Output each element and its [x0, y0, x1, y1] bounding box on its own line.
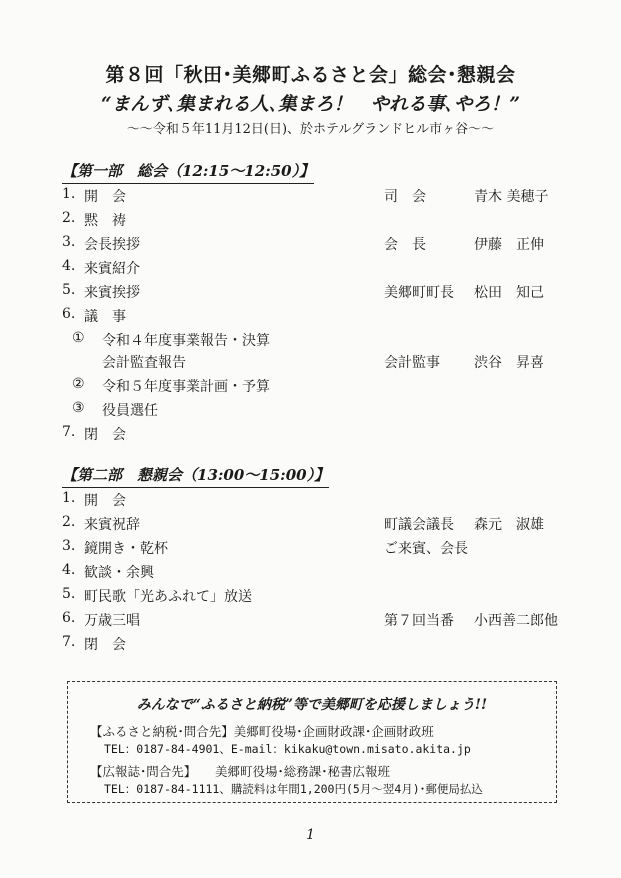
agenda-subitem: [62, 400, 562, 422]
part2-heading-text: 【第二部 懇親会（13:00～15:00）】: [62, 466, 330, 484]
event-dateline: ～～令和５年11月12日(日)、於ホテルグランドヒル市ヶ谷～～: [126, 122, 495, 137]
item-label: 来賓祝辞: [84, 517, 140, 533]
item-number: 6.: [62, 306, 76, 322]
item-label: 来賓挨拶: [84, 285, 140, 301]
agenda-subitem: [62, 352, 562, 374]
item-role: 美郷町町長: [384, 285, 454, 301]
item-role: 会計監事: [384, 355, 440, 371]
circled-number: ①: [72, 330, 85, 346]
item-number: 6.: [62, 610, 76, 626]
item-number: 1.: [62, 186, 76, 202]
item-number: 3.: [62, 234, 76, 250]
item-number: 2.: [62, 210, 76, 226]
agenda-row: [62, 258, 562, 280]
item-label: 閉 会: [84, 427, 126, 443]
item-number: 5.: [62, 586, 76, 602]
item-role: ご来賓、会長: [384, 541, 468, 557]
agenda-row: [62, 306, 562, 328]
item-role: 会 長: [384, 237, 426, 253]
agenda-row: [62, 562, 562, 584]
item-label: 町民歌「光あふれて」放送: [84, 589, 252, 605]
agenda-row: [62, 538, 562, 560]
item-label: 閉 会: [84, 637, 126, 653]
item-person: 渋谷 昇喜: [474, 355, 544, 371]
item-person: 伊藤 正伸: [474, 237, 544, 253]
item-number: 5.: [62, 282, 76, 298]
subitem-label: 令和５年度事業計画・予算: [102, 379, 270, 395]
item-label: 来賓紹介: [84, 261, 140, 277]
item-number: 1.: [62, 490, 76, 506]
part2-heading-underline: [62, 487, 329, 488]
agenda-row: [62, 282, 562, 304]
item-number: 4.: [62, 562, 76, 578]
part1-heading-text: 【第一部 総会（12:15～12:50）】: [62, 162, 315, 180]
agenda-row: [62, 186, 562, 208]
item-role: 町議会議長: [384, 517, 454, 533]
item-role: 司 会: [384, 189, 426, 205]
agenda-row: [62, 610, 562, 632]
item-label: 黙 祷: [84, 213, 126, 229]
item-label: 歓談・余興: [84, 565, 154, 581]
circled-number: ②: [72, 376, 85, 392]
part1-heading-underline: [62, 183, 314, 184]
agenda-subitem: [62, 330, 562, 352]
item-label: 開 会: [84, 189, 126, 205]
agenda-row: [62, 634, 562, 656]
item-role: 第７回当番: [384, 613, 454, 629]
agenda-row: [62, 490, 562, 512]
part2-heading: [62, 464, 329, 485]
item-number: 7.: [62, 634, 76, 650]
support-slogan: みんなで“ふるさと納税”等で美郷町を応援しましょう!!: [136, 697, 488, 713]
subitem-label: 役員選任: [102, 403, 158, 419]
item-label: 会長挨拶: [84, 237, 140, 253]
item-number: 3.: [62, 538, 76, 554]
page-number: 1: [306, 827, 315, 843]
item-label: 万歳三唱: [84, 613, 140, 629]
item-label: 議 事: [84, 309, 126, 325]
furusato-contact-details: TEL：0187-84-4901、E-mail：kikaku@town.misato.akita.jp: [104, 742, 471, 756]
item-label: 開 会: [84, 493, 126, 509]
subitem-label: 会計監査報告: [102, 355, 186, 371]
furusato-info-box: [67, 681, 557, 803]
page-subtitle: “まんず､集まれる人､集まろ！ やれる事､やろ！”: [100, 94, 521, 115]
item-person: 小西善二郎他: [474, 613, 558, 629]
agenda-row: [62, 514, 562, 536]
furusato-contact-label: 【ふるさと納税･問合先】美郷町役場･企画財政課･企画財政班: [90, 724, 434, 739]
agenda-row: [62, 586, 562, 608]
item-number: 4.: [62, 258, 76, 274]
subitem-label: 令和４年度事業報告・決算: [102, 333, 270, 349]
agenda-row: [62, 234, 562, 256]
item-label: 鏡開き・乾杯: [84, 541, 168, 557]
page-title: 第８回「秋田･美郷町ふるさと会」総会･懇親会: [105, 64, 516, 86]
circled-number: ③: [72, 400, 85, 416]
item-person: 松田 知己: [474, 285, 544, 301]
part1-heading: [62, 160, 314, 181]
item-person: 森元 淑雄: [474, 517, 544, 533]
item-number: 7.: [62, 424, 76, 440]
agenda-subitem: [62, 376, 562, 398]
item-person: 青木 美穂子: [474, 189, 549, 205]
kouhou-contact-details: TEL：0187-84-1111、購読料は年間1,200円(5月～翌4月)･郵便局払込: [104, 782, 483, 796]
item-number: 2.: [62, 514, 76, 530]
agenda-row: [62, 424, 562, 446]
kouhou-contact-label: 【広報誌･問合先】 美郷町役場･総務課･秘書広報班: [90, 764, 391, 779]
agenda-row: [62, 210, 562, 232]
